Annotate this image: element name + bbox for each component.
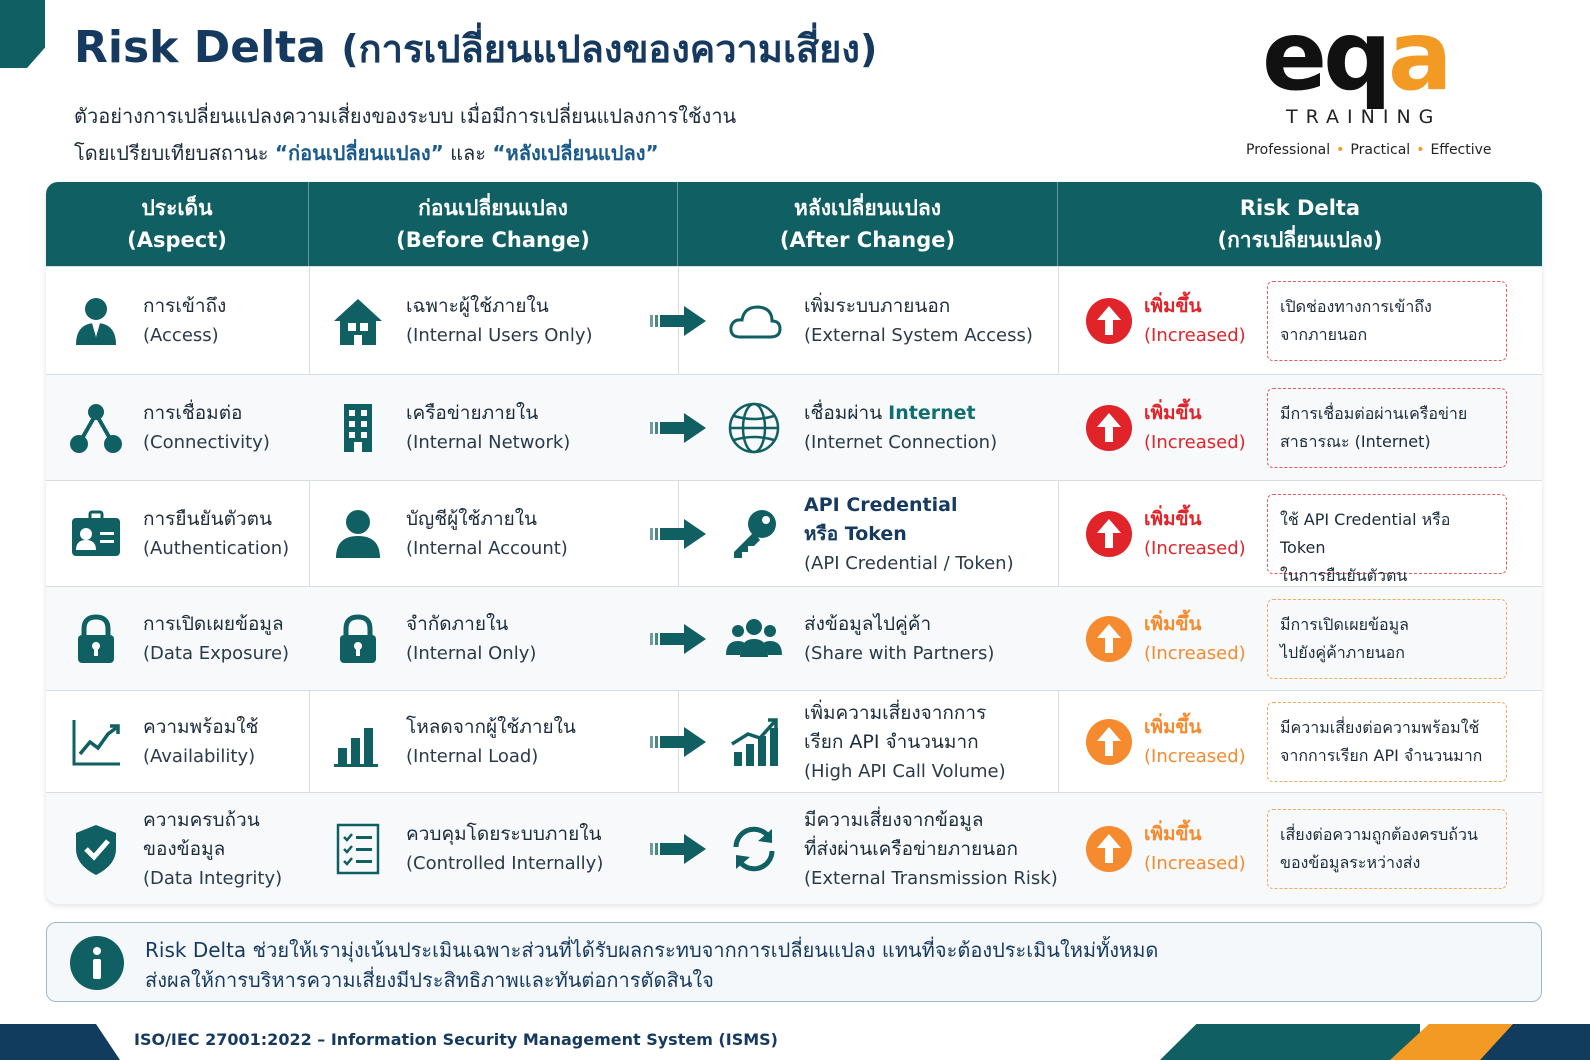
aspect-text: [143, 713, 308, 771]
network-icon: [68, 400, 124, 456]
table-row: [46, 690, 1542, 792]
title-th: (การเปลี่ยนแปลงของความเสี่ยง): [341, 27, 878, 71]
after-line: [804, 399, 1058, 428]
cell-line: เพิ่มขึ้น: [1144, 823, 1202, 845]
logo-word-main: eq: [1262, 0, 1388, 112]
lock-icon: [68, 611, 124, 667]
cell-line: เรียก API จำนวนมาก: [804, 730, 979, 753]
after-text: [804, 491, 1058, 578]
delta-text: [1144, 505, 1264, 563]
tagline-effective: Effective: [1430, 142, 1492, 158]
arrow-right-icon: [650, 519, 706, 549]
cell-line: ควบคุมโดยระบบภายใน: [406, 823, 602, 845]
title-en: Risk Delta: [74, 22, 326, 73]
after-text: [804, 399, 1058, 457]
corner-accent: [0, 0, 45, 68]
header-before-th: ก่อนเปลี่ยนแปลง: [418, 196, 568, 220]
cell-line: (Internal Account): [406, 538, 568, 559]
before-text: [406, 505, 676, 563]
cell-line: โหลดจากผู้ใช้ภายใน: [406, 716, 576, 738]
delta-text: [1144, 399, 1264, 457]
eqa-logo: [1246, 0, 1512, 164]
risk-note: [1267, 809, 1507, 889]
risk-note: [1267, 494, 1507, 585]
footer-text: ISO/IEC 27001:2022 – Information Security Management System (ISMS): [134, 1030, 778, 1049]
after-prefix: เชื่อมผ่าน: [804, 402, 889, 424]
cell-line: (Connectivity): [143, 432, 270, 453]
arrow-up-icon: [1085, 825, 1133, 873]
cell-line: เพิ่มขึ้น: [1144, 508, 1202, 530]
growth-chart-icon: [726, 714, 782, 770]
delta-text: [1144, 292, 1264, 350]
risk-note: [1267, 599, 1507, 679]
cell-line: (Share with Partners): [804, 643, 995, 664]
aspect-text: [143, 610, 308, 668]
cell-line: เฉพาะผู้ใช้ภายใน: [406, 295, 549, 317]
building-icon: [330, 400, 386, 456]
arrow-up-icon: [1085, 718, 1133, 766]
header-aspect-th: ประเด็น: [141, 196, 213, 220]
aspect-text: [143, 806, 308, 893]
tagline-practical: Practical: [1350, 142, 1411, 158]
table-row: [46, 266, 1542, 374]
arrow-up-icon: [1085, 510, 1133, 558]
page-subtitle: [74, 98, 736, 172]
arrow-right-icon: [650, 413, 706, 443]
cell-line: เพิ่มขึ้น: [1144, 295, 1202, 317]
cell-line: เพิ่มความเสี่ยงจากการ: [804, 701, 987, 724]
cell-line: API Credential: [804, 493, 958, 516]
after-text: [804, 292, 1058, 350]
cell-line: มีความเสี่ยงจากข้อมูล: [804, 808, 984, 831]
info-line2: ส่งผลให้การบริหารความเสี่ยงมีประสิทธิภาพและทันต่อการตัดสินใจ: [145, 968, 714, 992]
subtitle-prefix: โดยเปรียบเทียบสถานะ: [74, 141, 275, 165]
risk-note: [1267, 702, 1507, 782]
after-text: [804, 610, 1058, 668]
cell-line: เครือข่ายภายใน: [406, 402, 539, 424]
cell-line: จำกัดภายใน: [406, 613, 509, 635]
cell-line: เสี่ยงต่อความถูกต้องครบถ้วน: [1280, 825, 1478, 844]
info-text: [145, 935, 1158, 995]
arrow-up-icon: [1085, 615, 1133, 663]
cell-line: (Internet Connection): [804, 432, 998, 453]
arrow-up-icon: [1085, 297, 1133, 345]
cell-line: ในการยืนยันตัวตน: [1280, 566, 1408, 585]
cell-line: ที่ส่งผ่านเครือข่ายภายนอก: [804, 837, 1019, 860]
cell-line: (Increased): [1144, 432, 1246, 453]
page-title: [74, 18, 877, 79]
cell-line: (Increased): [1144, 643, 1246, 664]
cell-line: เพิ่มขึ้น: [1144, 716, 1202, 738]
header-after: [678, 182, 1058, 266]
before-text: [406, 713, 676, 771]
footer-badge: [0, 1024, 120, 1060]
footer-stripe-teal: [1160, 1024, 1420, 1060]
subtitle-after: “หลังเปลี่ยนแปลง”: [492, 141, 659, 165]
before-text: [406, 610, 676, 668]
bar-chart-icon: [330, 714, 386, 770]
cell-line: ส่งข้อมูลไปคู่ค้า: [804, 613, 932, 635]
cell-line: มีการเชื่อมต่อผ่านเครือข่าย: [1280, 404, 1468, 423]
cell-line: ของข้อมูลระหว่างส่ง: [1280, 853, 1421, 872]
header-before: [309, 182, 678, 266]
cell-line: (Increased): [1144, 853, 1246, 874]
header-before-en: (Before Change): [396, 228, 590, 252]
cell-line: จากภายนอก: [1280, 325, 1368, 344]
delta-text: [1144, 820, 1264, 878]
cell-line: สาธารณะ (Internet): [1280, 432, 1431, 451]
globe-icon: [726, 400, 782, 456]
header-aspect: [46, 182, 309, 266]
cell-line: ของข้อมูล: [143, 838, 226, 860]
aspect-text: [143, 399, 308, 457]
cell-line: การยืนยันตัวตน: [143, 508, 272, 530]
house-icon: [330, 293, 386, 349]
cell-line: (API Credential / Token): [804, 552, 1014, 574]
cell-line: บัญชีผู้ใช้ภายใน: [406, 508, 538, 530]
user-icon: [68, 293, 124, 349]
person-icon: [330, 506, 386, 562]
header-after-en: (After Change): [779, 228, 956, 252]
logo-tagline: [1246, 142, 1492, 158]
info-line1: Risk Delta ช่วยให้เรามุ่งเน้นประเมินเฉพาะส่วนที่ได้รับผลกระทบจากการเปลี่ยนแปลง แทนที่จะต้องประเมินใหม่ทั้งหมด: [145, 938, 1159, 962]
cell-line: (Increased): [1144, 746, 1246, 767]
cell-line: (Data Integrity): [143, 868, 283, 889]
key-icon: [726, 506, 782, 562]
cell-line: (Controlled Internally): [406, 853, 604, 874]
group-icon: [726, 611, 782, 667]
cell-line: (Internal Users Only): [406, 325, 593, 346]
cloud-icon: [726, 293, 782, 349]
id-card-icon: [68, 506, 124, 562]
tagline-dot: •: [1336, 142, 1345, 158]
cell-line: มีการเปิดเผยข้อมูล: [1280, 615, 1409, 634]
line-chart-icon: [68, 714, 124, 770]
cell-line: ใช้ API Credential หรือ Token: [1280, 510, 1451, 557]
subtitle-mid: และ: [443, 141, 493, 165]
arrow-right-icon: [650, 624, 706, 654]
tagline-professional: Professional: [1246, 142, 1331, 158]
lock-icon: [330, 611, 386, 667]
table-row: [46, 586, 1542, 690]
header-after-th: หลังเปลี่ยนแปลง: [794, 196, 941, 220]
cell-line: เปิดช่องทางการเข้าถึง: [1280, 297, 1432, 316]
info-box: [46, 922, 1542, 1002]
risk-delta-table: [46, 182, 1542, 904]
header-aspect-en: (Aspect): [127, 228, 227, 252]
logo-wordmark: [1262, 0, 1449, 112]
cell-line: (External Transmission Risk): [804, 867, 1058, 889]
cell-line: (Internal Load): [406, 746, 539, 767]
cell-line: (Internal Only): [406, 643, 537, 664]
subtitle-before: “ก่อนเปลี่ยนแปลง”: [274, 141, 444, 165]
cell-line: (Internal Network): [406, 432, 571, 453]
before-text: [406, 820, 676, 878]
table-row: [46, 480, 1542, 586]
shield-check-icon: [68, 821, 124, 877]
cell-line: จากการเรียก API จำนวนมาก: [1280, 746, 1483, 765]
cell-line: การเชื่อมต่อ: [143, 402, 243, 424]
cell-line: การเปิดเผยข้อมูล: [143, 613, 284, 635]
cell-line: มีความเสี่ยงต่อความพร้อมใช้: [1280, 718, 1480, 737]
header-delta: [1058, 182, 1542, 266]
header-delta-en: (การเปลี่ยนแปลง): [1217, 228, 1383, 252]
cell-line: (Increased): [1144, 325, 1246, 346]
cell-line: เพิ่มขึ้น: [1144, 402, 1202, 424]
cell-line: (Data Exposure): [143, 643, 290, 664]
aspect-text: [143, 292, 308, 350]
checklist-icon: [330, 821, 386, 877]
sync-icon: [726, 821, 782, 877]
subtitle-line2: [74, 135, 736, 172]
subtitle-line1: ตัวอย่างการเปลี่ยนแปลงความเสี่ยงของระบบ เมื่อมีการเปลี่ยนแปลงการใช้งาน: [74, 104, 737, 128]
table-header: [46, 182, 1542, 266]
risk-note: [1267, 388, 1507, 468]
arrow-right-icon: [650, 834, 706, 864]
info-icon: [69, 935, 125, 991]
cell-line: (Increased): [1144, 538, 1246, 559]
arrow-right-icon: [650, 306, 706, 336]
delta-text: [1144, 610, 1264, 668]
cell-line: (Authentication): [143, 538, 290, 559]
delta-text: [1144, 713, 1264, 771]
cell-line: (Access): [143, 325, 219, 346]
logo-word-accent: a: [1387, 0, 1449, 112]
cell-line: ความพร้อมใช้: [143, 716, 259, 738]
before-text: [406, 292, 676, 350]
cell-line: เพิ่มขึ้น: [1144, 613, 1202, 635]
arrow-up-icon: [1085, 404, 1133, 452]
table-row: [46, 792, 1542, 904]
arrow-right-icon: [650, 727, 706, 757]
footer: [0, 1024, 1590, 1060]
table-row: [46, 374, 1542, 480]
aspect-text: [143, 505, 308, 563]
cell-line: ไปยังคู่ค้าภายนอก: [1280, 643, 1405, 662]
cell-line: เพิ่มระบบภายนอก: [804, 295, 951, 317]
after-text: [804, 699, 1058, 786]
cell-line: หรือ Token: [804, 522, 907, 545]
cell-line: (External System Access): [804, 325, 1033, 346]
cell-line: การเข้าถึง: [143, 295, 227, 317]
after-highlight: Internet: [888, 402, 976, 424]
tagline-dot: •: [1416, 142, 1425, 158]
header-delta-th: Risk Delta: [1239, 196, 1361, 220]
cell-line: (High API Call Volume): [804, 760, 1006, 782]
cell-line: (Availability): [143, 746, 256, 767]
cell-line: ความครบถ้วน: [143, 809, 260, 831]
risk-note: [1267, 281, 1507, 361]
before-text: [406, 399, 676, 457]
logo-training: TRAINING: [1286, 106, 1442, 128]
after-text: [804, 806, 1058, 893]
